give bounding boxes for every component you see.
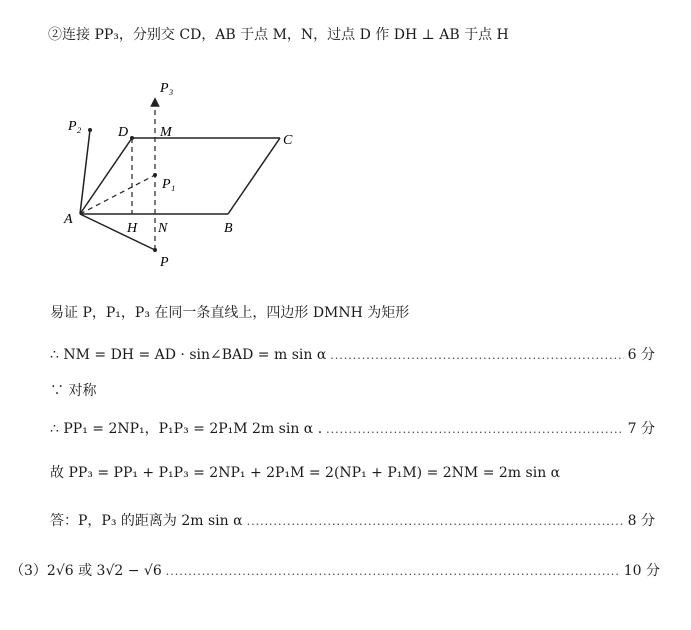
label-D: D <box>118 125 129 140</box>
label-P2: P₂ <box>68 119 82 134</box>
label-P1: P₁ <box>162 177 176 192</box>
part3-text: （3）2√6 或 3√2 − √6 <box>10 563 162 579</box>
leader-dots <box>166 565 620 578</box>
step-nm-text: ∴ NM = DH = AD · sin∠BAD = m sin α <box>50 347 327 363</box>
score-6: 6 分 <box>627 347 655 363</box>
conclusion-equation: 故 PP₃ = PP₁ + P₁P₃ = 2NP₁ + 2P₁M = 2(NP₁ + P₁M) = 2NM = 2m sin α <box>50 465 561 481</box>
edge-BC <box>228 138 280 214</box>
step-nm-row <box>50 344 655 364</box>
leader-dots <box>247 515 624 528</box>
step-pp1-row <box>50 418 655 438</box>
step-heading: ②连接 PP₃，分别交 CD，AB 于点 M，N，过点 D 作 DH ⊥ AB 于点 H <box>48 27 509 43</box>
point-P2 <box>88 128 92 132</box>
score-10: 10 分 <box>623 563 660 579</box>
label-P3: P₃ <box>160 81 174 96</box>
label-A: A <box>64 212 73 227</box>
label-C: C <box>283 133 293 148</box>
segment-AP <box>80 214 155 250</box>
label-M: M <box>160 125 172 140</box>
part3-row <box>10 560 660 580</box>
leader-dots <box>330 349 623 362</box>
point-P1 <box>153 173 157 177</box>
label-P: P <box>160 255 169 270</box>
point-D <box>130 136 134 140</box>
label-N: N <box>158 221 168 236</box>
label-H: H <box>127 221 138 236</box>
collinear-statement: 易证 P，P₁，P₃ 在同一条直线上，四边形 DMNH 为矩形 <box>50 305 410 321</box>
point-P <box>153 248 157 252</box>
score-7: 7 分 <box>627 421 655 437</box>
answer-row <box>50 510 655 530</box>
label-B: B <box>224 221 233 236</box>
symmetry-reason: ∵ 对称 <box>50 383 97 399</box>
score-8: 8 分 <box>627 513 655 529</box>
answer-text: 答：P，P₃ 的距离为 2m sin α <box>50 513 243 529</box>
segment-AP1 <box>80 175 155 214</box>
step-pp1-text: ∴ PP₁ = 2NP₁，P₁P₃ = 2P₁M 2m sin α . <box>50 421 323 437</box>
leader-dots <box>326 423 623 436</box>
